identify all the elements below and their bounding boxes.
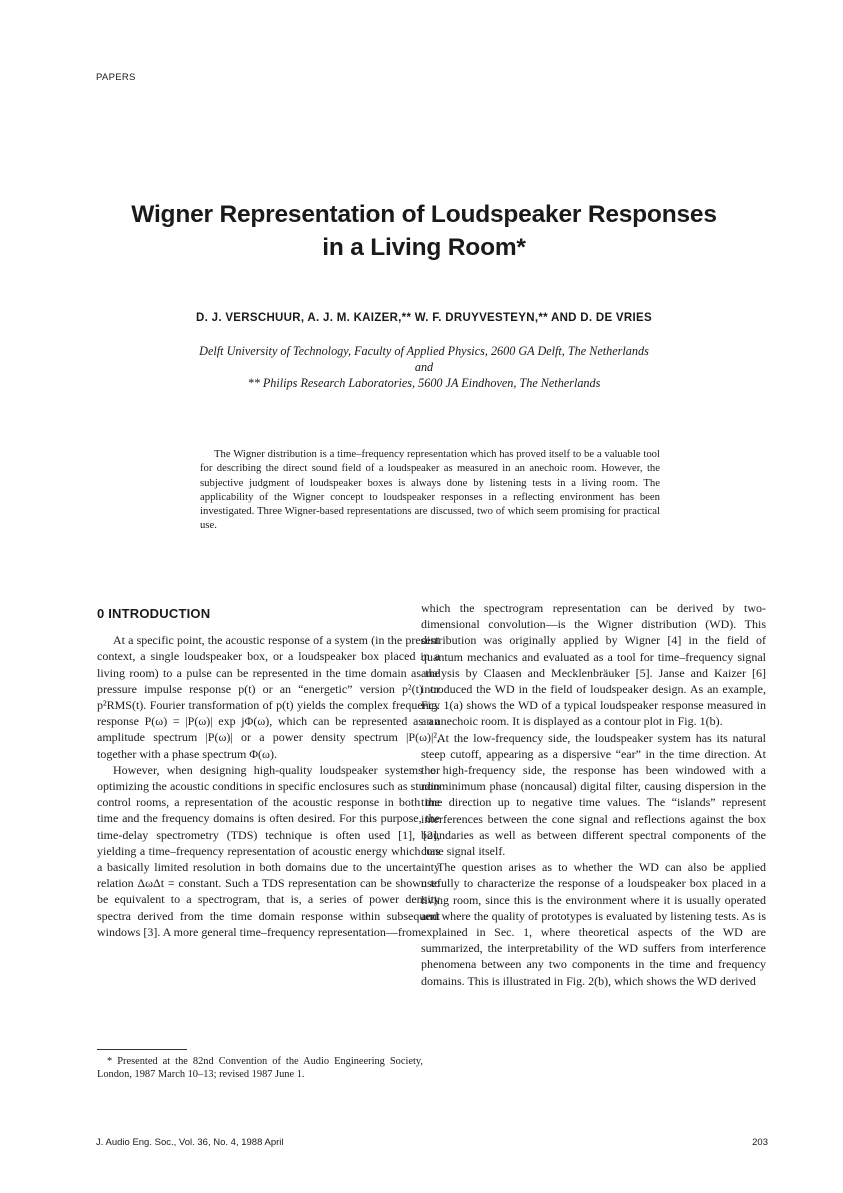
paper-title xyxy=(60,198,788,264)
affiliation-philips: ** Philips Research Laboratories, 5600 JA Eindhoven, The Netherlands xyxy=(247,376,601,390)
body-paragraph-continued: which the spectrogram representation can be derived by two-dimensional convolution—is the Wigner distribution (WD). This distribution was originally applied by Wigner [4] in the field of quantum mechanics and evaluated as a tool for time–frequency signal analysis by Claasen and Mecklenbräuker [5]. Janse and Kaizer [6] introduced the WD in the field of loudspeaker design. As an example, Fig. 1(a) shows the WD of a typical loudspeaker response measured in an anechoic room. It is displayed as a contour plot in Fig. 1(b). xyxy=(421,601,766,729)
journal-citation: J. Audio Eng. Soc., Vol. 36, No. 4, 1988 April xyxy=(96,1137,284,1148)
body-paragraph: However, when designing high-quality loudspeaker systems or optimizing the acoustic conditions in specific enclosures such as studio control rooms, a representation of the acoustic response in both the time and the frequency domains is often desired. For this purpose, the time-delay spectrometry (TDS) technique is often used [1], [2], yielding a time–frequency representation of acoustic energy which has a basically limited resolution in both domains due to the uncertainty relation ΔωΔt = constant. Such a TDS representation can be shown to be equivalent to a spectrogram, that is, a series of power density spectra derived from the time domain response within subsequent windows [3]. A more general time–frequency representation—from xyxy=(97,762,440,939)
title-line-1: Wigner Representation of Loudspeaker Responses xyxy=(131,201,717,228)
body-paragraph: At a specific point, the acoustic response of a system (in the present context, a single loudspeaker box, or a loudspeaker box placed in a living room) to a pulse can be represented in the time domain as the pressure impulse response p(t) or an “energetic” version p²(t) or p²RMS(t). Fourier transformation of p(t) yields the complex frequency response P(ω) = |P(ω)| exp jΦ(ω), which can be represented as an amplitude spectrum |P(ω)| or a power density spectrum |P(ω)|², together with a phase spectrum Φ(ω). xyxy=(97,633,440,761)
abstract: The Wigner distribution is a time–frequency representation which has proved itself to be a valuable tool for describing the direct sound field of a loudspeaker as measured in an anechoic room. However, the subjective judgment of loudspeaker boxes is always done by listening tests in a living room. The applicability of the Wigner concept to loudspeaker responses in a reflecting environment has been investigated. Three Wigner-based representations are discussed, two of which seem promising for practical use. xyxy=(200,448,660,532)
running-head: PAPERS xyxy=(96,72,136,83)
body-paragraph: At the low-frequency side, the loudspeaker system has its natural steep cutoff, appearing as a dispersive “ear” in the time direction. At the high-frequency side, the response has been windowed with a nonminimum phase (noncausal) digital filter, causing dispersion in the time direction up to negative time values. The “islands” represent interferences between the cone signal and reflections against the box boundaries as well as between different spectral components of the cone signal itself. xyxy=(421,730,766,859)
section-heading-introduction: 0 INTRODUCTION xyxy=(97,606,211,621)
left-column xyxy=(97,600,440,940)
author-list: D. J. VERSCHUUR, A. J. M. KAIZER,** W. F. DRUYVESTEYN,** AND D. DE VRIES xyxy=(196,312,652,324)
footnote: * Presented at the 82nd Convention of the Audio Engineering Society, London, 1987 March 10–13; revised 1987 June 1. xyxy=(97,1056,423,1080)
title-line-2: in a Living Room* xyxy=(322,234,526,261)
affiliation-delft: Delft University of Technology, Faculty of Applied Physics, 2600 GA Delft, The Netherlands xyxy=(199,344,649,358)
affiliation-conjunction: and xyxy=(414,360,434,374)
body-paragraph: The question arises as to whether the WD can also be applied usefully to characterize the response of a loudspeaker box placed in a living room, since this is the environment where it is usually operated and where the quality of prototypes is evaluated by listening tests. As is explained in Sec. 1, where theoretical aspects of the WD are summarized, the interpretability of the WD suffers from interference phenomena between any two components in the time and frequency domains. This is illustrated in Fig. 2(b), which shows the WD derived xyxy=(421,860,766,988)
page-number: 203 xyxy=(752,1137,768,1148)
footnote-rule xyxy=(97,1049,187,1050)
right-column xyxy=(421,600,766,989)
